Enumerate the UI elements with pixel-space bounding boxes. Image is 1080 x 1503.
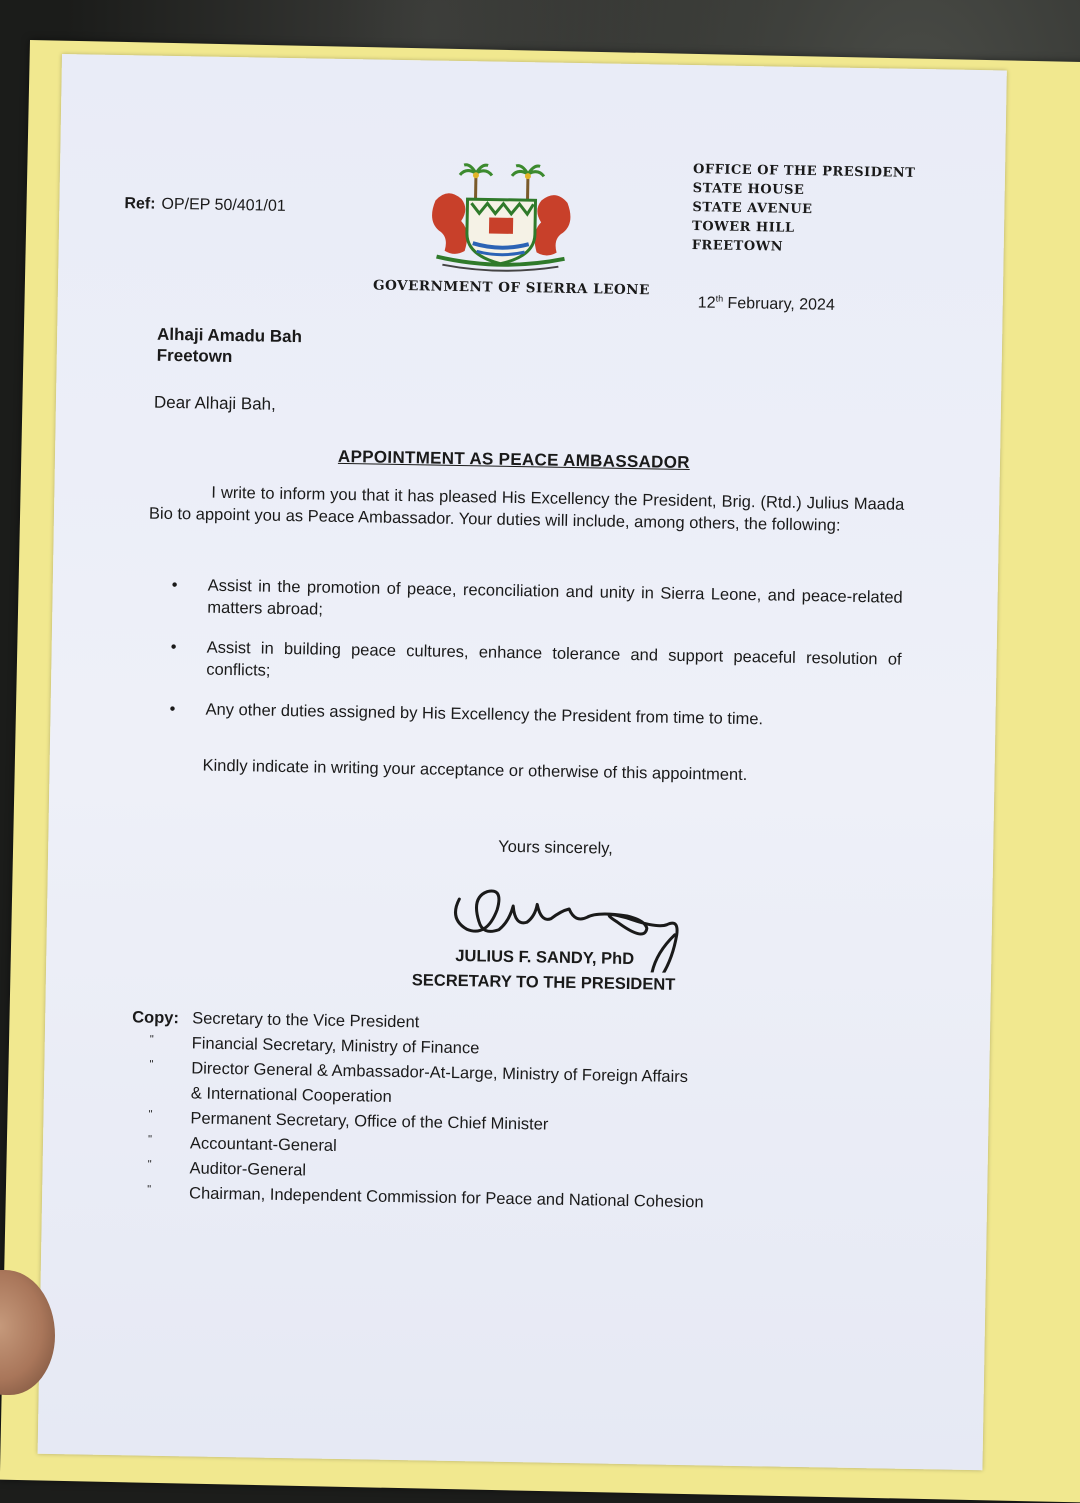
office-line: FREETOWN [692,236,915,259]
bullet-icon: • [169,698,175,720]
list-item [147,574,903,631]
subject-heading: APPOINTMENT AS PEACE AMBASSADOR [338,447,690,473]
date-rest: February, 2024 [723,295,835,314]
bullet-icon: • [172,574,178,596]
office-line: STATE AVENUE [692,198,915,221]
copy-recipient: Chairman, Independent Commission for Peace and National Cohesion [189,1184,704,1212]
recipient-name: Alhaji Amadu Bah [157,324,302,348]
ref-number: OP/EP 50/401/01 [161,196,286,215]
office-line: OFFICE OF THE PRESIDENT [693,160,916,183]
ditto-mark: " [148,1134,152,1146]
ditto-mark: " [148,1159,152,1171]
date-suffix: th [716,293,724,303]
coat-of-arms-icon [426,160,576,275]
copy-label: Copy: [132,1008,179,1028]
bullet-icon: • [170,636,176,658]
letter-date [698,293,835,315]
copy-recipient: Permanent Secretary, Office of the Chief Minister [190,1109,548,1134]
copy-recipient: Accountant-General [190,1134,337,1156]
ditto-mark: " [147,1184,151,1196]
closing-request: Kindly indicate in writing your acceptance or otherwise of this appointment. [202,757,747,786]
intro-paragraph: I write to inform you that it has pleased His Excellency the President, Brig. (Rtd.) Julius Maada Bio to appoint you as Peace Ambassador. Your duties will include, among others, the following: [149,481,905,538]
duty-text: Any other duties assigned by His Excellency the President from time to time. [205,701,763,729]
salutation: Dear Alhaji Bah, [154,393,276,415]
copy-recipients [129,1008,832,1220]
office-address [692,160,916,259]
duty-text: Assist in building peace cultures, enhance tolerance and support peaceful resolution of conflicts; [206,639,902,680]
ditto-mark: " [150,1034,154,1046]
reference-line [124,195,286,216]
copy-recipient: & International Cooperation [191,1084,392,1107]
list-item [146,636,902,693]
government-name: GOVERNMENT OF SIERRA LEONE [373,277,650,298]
copy-recipient: Secretary to the Vice President [192,1009,419,1032]
ditto-mark: " [149,1059,153,1071]
letter-page [38,54,1007,1470]
date-day: 12 [698,294,716,311]
recipient-address [157,324,303,369]
signer-name: JULIUS F. SANDY, PhD [455,947,634,969]
closing-phrase: Yours sincerely, [498,838,613,859]
copy-recipient: Director General & Ambassador-At-Large, Ministry of Foreign Affairs [191,1059,688,1087]
copy-recipient: Financial Secretary, Ministry of Finance [192,1034,480,1058]
ref-label: Ref: [124,195,155,213]
list-item [145,698,900,733]
signer-title: SECRETARY TO THE PRESIDENT [412,971,676,995]
ditto-mark: " [148,1109,152,1121]
office-line: TOWER HILL [692,217,915,240]
duty-text: Assist in the promotion of peace, reconciliation and unity in Sierra Leone, and peace-related matters abroad; [207,577,903,619]
copy-recipient: Auditor-General [189,1159,306,1180]
recipient-city: Freetown [157,345,302,369]
duties-list [145,574,903,751]
office-line: STATE HOUSE [693,179,916,202]
